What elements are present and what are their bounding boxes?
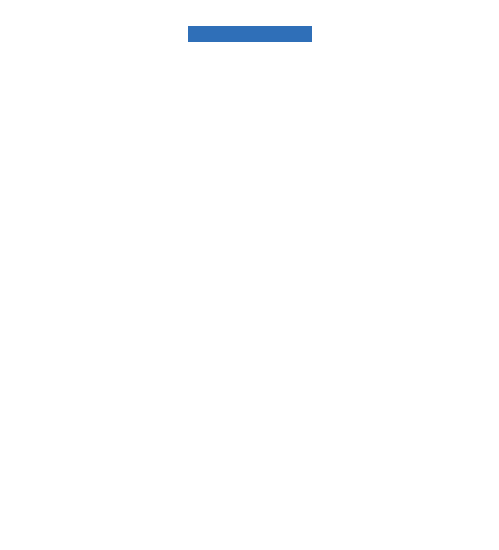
document-title — [188, 26, 312, 42]
